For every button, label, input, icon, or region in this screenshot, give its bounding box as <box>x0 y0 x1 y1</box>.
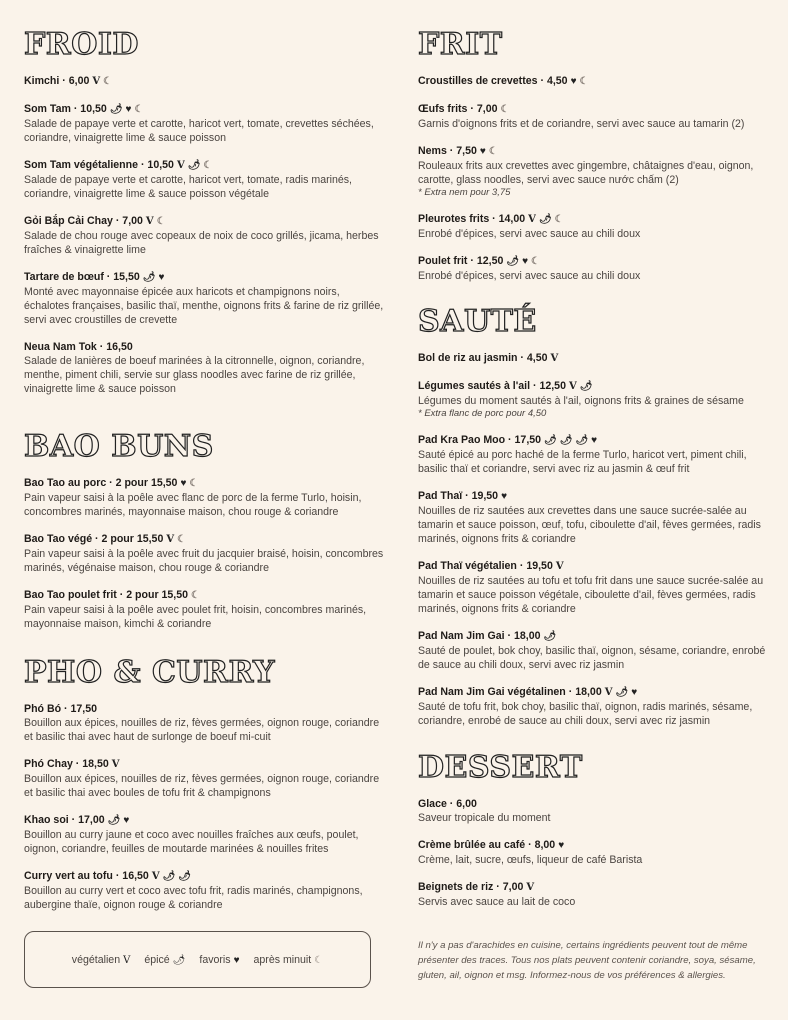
menu-item <box>24 532 384 575</box>
menu-item <box>418 489 778 546</box>
section-heading: BAO BUNS <box>24 429 214 464</box>
moon-icon: ☾ <box>156 216 166 227</box>
menu-item-title <box>418 559 778 574</box>
heart-icon: ♥ <box>591 435 598 446</box>
chili-pepper-icon: 🌶 <box>178 871 191 882</box>
menu-item-description: Crème, lait, sucre, œufs, liqueur de café Barista <box>418 854 643 866</box>
menu-item-description: Sauté de poulet, bok choy, basilic thaï, oignon, sésame, coriandre, enrobé de sauce au chili doux, servi avec riz jasmin <box>418 645 766 671</box>
heart-icon: ♥ <box>570 76 577 87</box>
menu-item-name: Poulet frit · 12,50 <box>418 255 504 267</box>
menu-item-description: Garnis d'oignons frits et de coriandre, servi avec sauce au tamarin (2) <box>418 118 745 130</box>
menu-item <box>24 869 384 912</box>
menu-item-name: Pad Nam Jim Gai végétalinen · 18,00 <box>418 686 602 698</box>
legend-item <box>72 954 131 966</box>
menu-item-title <box>418 880 778 895</box>
heart-icon: ♥ <box>501 491 508 502</box>
menu-item-name: Phó Chay · 18,50 <box>24 758 109 770</box>
section-frit <box>418 28 778 296</box>
vegan-icon: V <box>151 871 160 882</box>
moon-icon: ☾ <box>554 214 564 225</box>
menu-item-description: Salade de chou rouge avec copeaux de noix de coco grillés, jicama, herbes fraîches & vinaigrette lime <box>24 230 379 256</box>
menu-item-title <box>418 489 778 504</box>
menu-item <box>418 102 778 131</box>
menu-item-title <box>418 254 778 269</box>
menu-item-description: Pain vapeur saisi à la poêle avec fruit du jacquier braisé, hoisin, concombres marinés, végénaise maison, chou rouge & coriandre <box>24 548 384 574</box>
chili-pepper-icon: 🌶 <box>172 954 186 966</box>
menu-item <box>418 144 778 199</box>
heart-icon: ♥ <box>158 272 165 283</box>
menu-item <box>418 797 778 825</box>
menu-item-title <box>24 757 384 772</box>
section-heading: FROID <box>24 27 139 62</box>
menu-item <box>24 476 384 519</box>
section-pho-curry <box>24 656 384 925</box>
menu-item <box>24 214 384 257</box>
menu-item-title <box>418 838 778 853</box>
menu-item-name: Bao Tao poulet frit · 2 pour 15,50 <box>24 589 189 601</box>
chili-pepper-icon: 🌶 <box>544 435 557 446</box>
chili-pepper-icon: 🌶 <box>187 160 201 171</box>
vegan-icon: V <box>526 882 535 893</box>
menu-item-description: Nouilles de riz sautées au tofu et tofu frit dans une sauce sucrée-salée au tamarin et sauce poisson végétale, ciboulette d'ail, fèves germées, radis marinés, oignons frits & coriandre <box>418 575 764 615</box>
menu-item-name: Croustilles de crevettes · 4,50 <box>418 75 568 87</box>
menu-item-description: Salade de papaye verte et carotte, haricot vert, tomate, radis marinés, coriandre, vinaigrette lime & sauce poisson végétale <box>24 174 352 200</box>
legend-item <box>144 954 185 966</box>
menu-item-description: Pain vapeur saisi à la poêle avec flanc de porc de la ferme Turlo, hoisin, concombres marinés, mayonnaise maison, chou rouge & coriandre <box>24 492 362 518</box>
vegan-icon: V <box>111 759 120 770</box>
menu-item-extra: * Extra flanc de porc pour 4,50 <box>418 408 547 419</box>
chili-pepper-icon: 🌶 <box>162 871 176 882</box>
vegan-icon: V <box>604 687 613 698</box>
section-heading: DESSERT <box>418 750 583 785</box>
menu-item <box>24 813 384 856</box>
vegan-icon: V <box>568 381 577 392</box>
section-saute <box>418 305 778 741</box>
menu-item <box>418 433 778 476</box>
menu-item-title <box>418 212 778 227</box>
menu-item-name: Nems · 7,50 <box>418 145 477 157</box>
heart-icon: ♥ <box>631 687 638 698</box>
menu-item <box>418 880 778 909</box>
menu-item-extra: * Extra nem pour 3,75 <box>418 187 511 198</box>
menu-item-name: Bao Tao végé · 2 pour 15,50 <box>24 533 164 545</box>
moon-icon: ☾ <box>134 104 144 115</box>
menu-item-name: Pad Thaï · 19,50 <box>418 490 499 502</box>
menu-item-title <box>418 74 778 89</box>
menu-item <box>24 702 384 744</box>
menu-item-name: Pad Nam Jim Gai · 18,00 <box>418 630 541 642</box>
section-heading: SAUTÉ <box>418 304 537 339</box>
menu-item-name: Som Tam · 10,50 <box>24 103 107 115</box>
chili-pepper-icon: 🌶 <box>506 256 520 267</box>
menu-item-name: Œufs frits · 7,00 <box>418 103 498 115</box>
menu-item-title <box>24 532 384 547</box>
menu-item-title <box>24 102 384 117</box>
moon-icon: ☾ <box>579 76 589 87</box>
menu-item <box>24 588 384 631</box>
menu-item-description: Saveur tropicale du moment <box>418 812 551 824</box>
chili-pepper-icon: 🌶 <box>559 435 573 446</box>
vegan-icon: V <box>145 216 154 227</box>
menu-item-name: Bol de riz au jasmin · 4,50 <box>418 352 548 364</box>
menu-item-title <box>24 158 384 173</box>
menu-item-title <box>24 214 384 229</box>
chili-pepper-icon: 🌶 <box>543 631 557 642</box>
menu-item-name: Khao soi · 17,00 <box>24 814 105 826</box>
section-froid <box>24 28 384 409</box>
menu-item <box>24 270 384 327</box>
menu-item <box>24 74 384 89</box>
legend-box <box>24 931 371 988</box>
moon-icon: ☾ <box>191 590 200 601</box>
menu-item-title <box>24 74 384 89</box>
menu-item-title <box>418 797 778 811</box>
menu-item-description: Pain vapeur saisi à la poêle avec poulet frit, hoisin, concombres marinés, mayonnaise maison, kimchi & coriandre <box>24 604 367 630</box>
heart-icon: ♥ <box>522 256 529 267</box>
allergy-disclaimer: Il n'y a pas d'arachides en cuisine, certains ingrédients peuvent tout de même présenter des traces. Tous nos plats peuvent contenir coriandre, soya, sésame, gluten, ail, oignon et msg. Informez-nous de vos préférences & allergies. <box>418 940 756 981</box>
chili-pepper-icon: 🌶 <box>107 815 121 826</box>
menu-item-name: Tartare de bœuf · 15,50 <box>24 271 140 283</box>
moon-icon: ☾ <box>177 534 187 545</box>
menu-item <box>418 559 778 616</box>
menu-item-description: Enrobé d'épices, servi avec sauce au chili doux <box>418 270 641 282</box>
menu-item <box>418 351 778 366</box>
menu-item-name: Pad Thaï végétalien · 19,50 <box>418 560 553 572</box>
menu-item <box>24 757 384 800</box>
moon-icon: ☾ <box>314 954 324 966</box>
heart-icon: ♥ <box>558 840 565 851</box>
menu-item-name: Phó Bó · 17,50 <box>24 703 97 715</box>
menu-item-title <box>24 340 384 354</box>
moon-icon: ☾ <box>189 478 199 489</box>
menu-item <box>418 685 778 728</box>
menu-item-name: Curry vert au tofu · 16,50 <box>24 870 149 882</box>
moon-icon: ☾ <box>531 256 540 267</box>
menu-item-title <box>24 588 384 603</box>
heart-icon: ♥ <box>233 954 240 966</box>
menu-item-description: Rouleaux frits aux crevettes avec gingembre, châtaignes d'eau, oignon, carotte, glass noodles, servi avec sauce nước chấm (2) <box>418 160 754 186</box>
menu-item-title <box>24 813 384 828</box>
vegan-icon: V <box>528 214 536 225</box>
menu-item-title <box>418 379 778 394</box>
vegan-icon: V <box>166 534 175 545</box>
vegan-icon: V <box>123 954 131 966</box>
menu-item-name: Crème brûlée au café · 8,00 <box>418 839 556 851</box>
vegan-icon: V <box>555 561 564 572</box>
menu-item-title <box>418 102 778 117</box>
vegan-icon: V <box>550 353 559 364</box>
heart-icon: ♥ <box>180 478 187 489</box>
legend-label: épicé <box>144 953 170 966</box>
menu-item <box>418 254 778 283</box>
chili-pepper-icon: 🌶 <box>579 381 593 392</box>
vegan-icon: V <box>92 76 101 87</box>
menu-item-description: Bouillon au curry jaune et coco avec nouilles fraîches aux œufs, poulet, oignon, coriandre, feuilles de moutarde marinées & nouilles frites <box>24 829 359 855</box>
menu-item-name: Bao Tao au porc · 2 pour 15,50 <box>24 477 178 489</box>
legend-label: après minuit <box>253 953 312 966</box>
menu-item-title <box>418 144 778 159</box>
legend-label: favoris <box>199 953 231 966</box>
chili-pepper-icon: 🌶 <box>575 435 589 446</box>
menu-item-description: Monté avec mayonnaise épicée aux haricots et champignons noirs, échalotes françaises, basilic thaï, menthe, oignons frits & farine de riz grillée, servi avec croustilles de crevette <box>24 286 384 326</box>
menu-item-title <box>24 869 384 884</box>
menu-item <box>418 629 778 672</box>
heart-icon: ♥ <box>479 146 486 157</box>
menu-item-description: Enrobé d'épices, servi avec sauce au chili doux <box>418 228 641 240</box>
chili-pepper-icon: 🌶 <box>538 214 552 225</box>
menu-item-description: Bouillon aux épices, nouilles de riz, fèves germées, oignon rouge, coriandre et basilic thai avec haut de surlonge de boeuf mi-cuit <box>24 717 380 743</box>
menu-item <box>418 379 778 420</box>
moon-icon: ☾ <box>203 160 213 171</box>
menu-item-name: Neua Nam Tok · 16,50 <box>24 341 133 353</box>
menu-item <box>418 74 778 89</box>
section-heading: FRIT <box>418 27 503 62</box>
menu-item-name: Som Tam végétalienne · 10,50 <box>24 159 174 171</box>
menu-item <box>24 340 384 396</box>
vegan-icon: V <box>176 160 185 171</box>
menu-item <box>418 838 778 867</box>
menu-item-name: Kimchi · 6,00 <box>24 75 90 87</box>
menu-item-description: Nouilles de riz sautées aux crevettes dans une sauce sucrée-salée au tamarin et sauce poisson, œuf, tofu, ciboulette d'ail, fèves germées, radis marinés, oignons frits & coriandre <box>418 505 761 545</box>
menu-item-description: Servis avec sauce au lait de coco <box>418 896 576 908</box>
menu-item-name: Légumes sautés à l'ail · 12,50 <box>418 380 566 392</box>
menu-item <box>418 212 778 241</box>
menu-item-description: Légumes du moment sautés à l'ail, oignons frits & graines de sésame <box>418 395 744 407</box>
menu-item-description: Bouillon aux épices, nouilles de riz, fèves germées, oignon rouge, coriandre et basilic thai avec boules de tofu frit & champignons <box>24 773 380 799</box>
menu-item-name: Pad Kra Pao Moo · 17,50 <box>418 434 542 446</box>
menu-item-title <box>418 351 778 366</box>
menu-item-name: Glace · 6,00 <box>418 798 477 810</box>
menu-item-title <box>418 433 778 448</box>
menu-item-description: Sauté de tofu frit, bok choy, basilic thaï, oignon, radis marinés, sésame, coriandre, enrobé de sauce au chili doux, servi avec riz jasmin <box>418 701 753 727</box>
legend-item <box>254 954 324 966</box>
menu-item <box>24 158 384 201</box>
menu-item-description: Bouillon au curry vert et coco avec tofu frit, radis marinés, champignons, aubergine thaïe, oignon rouge & coriandre <box>24 885 363 911</box>
menu-item-description: Salade de papaye verte et carotte, haricot vert, tomate, crevettes séchées, coriandre, vinaigrette lime & sauce poisson <box>24 118 374 144</box>
chili-pepper-icon: 🌶 <box>142 272 156 283</box>
section-dessert <box>418 751 778 922</box>
menu-item-title <box>24 270 384 285</box>
menu-item <box>24 102 384 145</box>
heart-icon: ♥ <box>123 815 130 826</box>
moon-icon: ☾ <box>500 104 510 115</box>
menu-item-description: Salade de lanières de boeuf marinées à la citronnelle, oignon, coriandre, menthe, piment chili, servie sur glass noodles avec farine de riz grillée, vinaigrette lime & sauce poisson <box>24 355 365 395</box>
menu-item-name: Pleurotes frits · 14,00 <box>418 213 526 225</box>
moon-icon: ☾ <box>488 146 498 157</box>
menu-item-title <box>418 685 778 700</box>
menu-item-title <box>24 476 384 491</box>
section-heading: PHO & CURRY <box>24 655 275 690</box>
chili-pepper-icon: 🌶 <box>615 687 629 698</box>
menu-item-name: Beignets de riz · 7,00 <box>418 881 524 893</box>
chili-pepper-icon: 🌶 <box>109 104 123 115</box>
menu-item-description: Sauté épicé au porc haché de la ferme Turlo, haricot vert, piment chili, basilic thaï et coriandre, servi avec riz au jasmin & œuf frit <box>418 449 747 475</box>
heart-icon: ♥ <box>125 104 132 115</box>
menu-item-name: Gỏi Bắp Cải Chay · 7,00 <box>24 215 143 227</box>
moon-icon: ☾ <box>103 76 113 87</box>
legend-label: végétalien <box>71 953 121 966</box>
menu-item-title <box>24 702 384 716</box>
legend-item <box>199 954 239 966</box>
menu-item-title <box>418 629 778 644</box>
section-bao-buns <box>24 430 384 644</box>
